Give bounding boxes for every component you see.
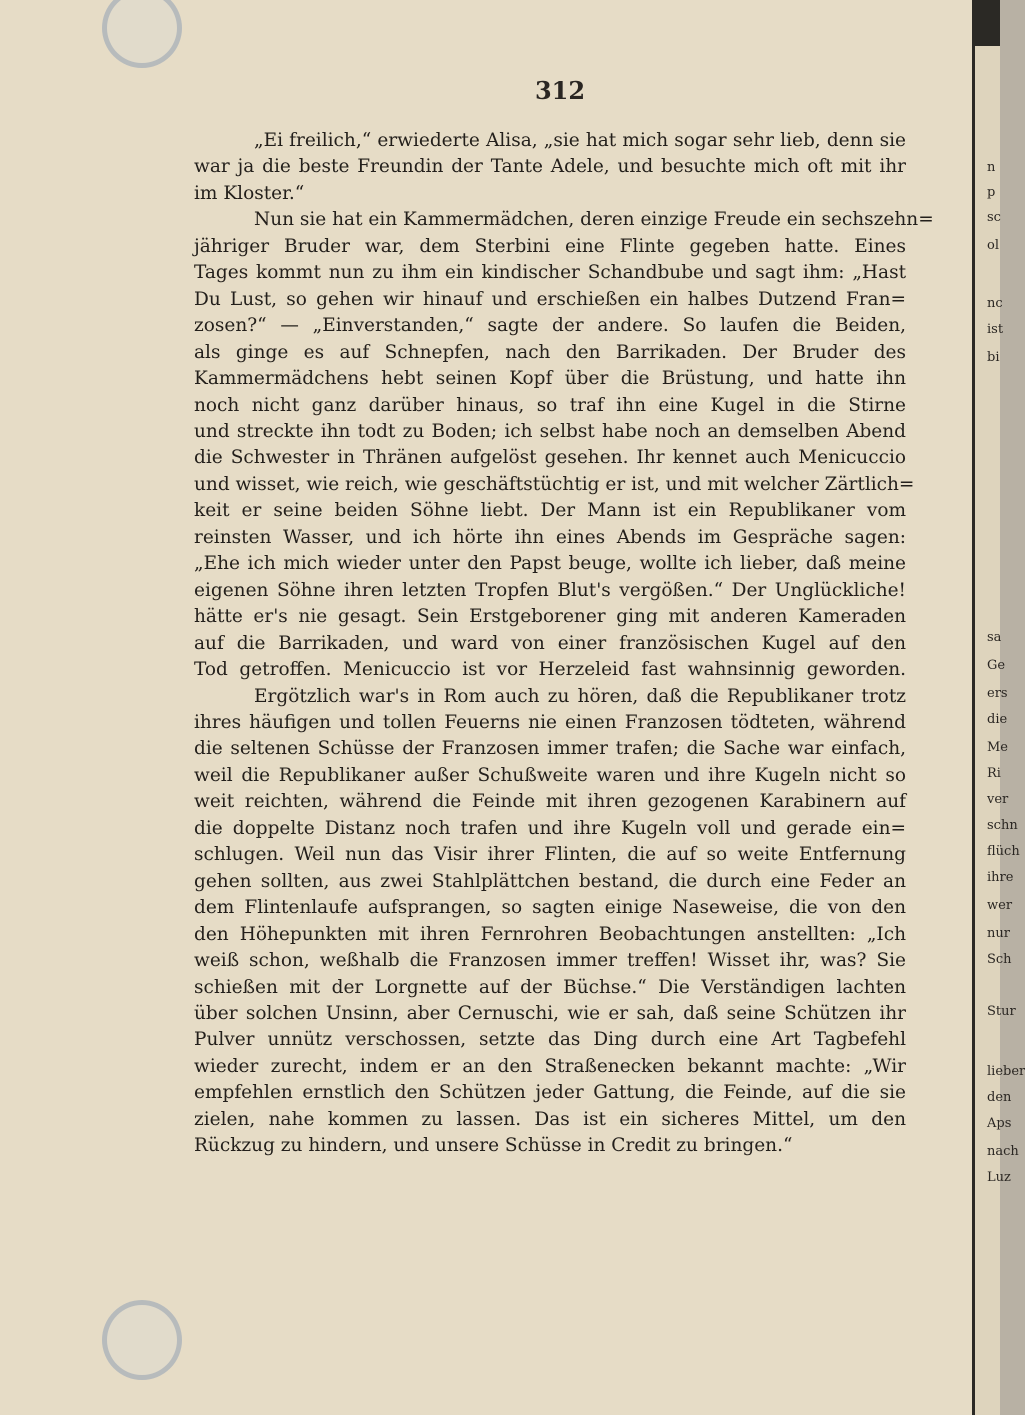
facing-page-fragment: ver	[987, 792, 1009, 807]
text-line: die doppelte Distanz noch trafen und ihre Kugeln voll und gerade ein=	[194, 817, 906, 839]
facing-page-fragment: ers	[987, 686, 1008, 701]
text-line: auf die Barrikaden, und ward von einer französischen Kugel auf den	[194, 632, 906, 654]
text-line: zosen?“ — „Einverstanden,“ sagte der andere. So laufen die Beiden,	[194, 315, 906, 337]
text-line: als ginge es auf Schnepfen, nach den Barrikaden. Der Bruder des	[194, 341, 906, 363]
facing-page-fragment: Aps	[987, 1116, 1012, 1131]
text-line: hätte er's nie gesagt. Sein Erstgeborener ging mit anderen Kameraden	[194, 606, 906, 628]
text-line: war ja die beste Freundin der Tante Adele, und besuchte mich oft mit ihr	[194, 156, 906, 178]
text-line: die Schwester in Thränen aufgelöst gesehen. Ihr kennet auch Menicuccio	[194, 447, 906, 469]
page-number: 312	[534, 76, 586, 105]
text-line: den Höhepunkten mit ihren Fernrohren Beobachtungen anstellten: „Ich	[194, 923, 906, 945]
text-line: schlugen. Weil nun das Visir ihrer Flinten, die auf so weite Entfernung	[194, 844, 906, 866]
text-line: im Kloster.“	[194, 182, 305, 204]
text-line: wieder zurecht, indem er an den Straßenecken bekannt machte: „Wir	[194, 1055, 906, 1077]
facing-page-fragment: Stur	[987, 1004, 1016, 1019]
text-line: über solchen Unsinn, aber Cernuschi, wie er sah, daß seine Schützen ihr	[194, 1002, 906, 1024]
text-line: Pulver unnütz verschossen, setzte das Ding durch eine Art Tagbefehl	[194, 1029, 906, 1051]
text-line: „Ei freilich,“ erwiederte Alisa, „sie hat mich sogar sehr lieb, denn sie	[254, 130, 906, 151]
facing-page-fragment: Ge	[987, 658, 1006, 673]
text-line: Du Lust, so gehen wir hinauf und erschießen ein halbes Dutzend Fran=	[194, 288, 906, 310]
facing-page-fragment: ol	[987, 238, 999, 253]
text-line: keit er seine beiden Söhne liebt. Der Mann ist ein Republikaner vom	[194, 500, 906, 522]
text-line: reinsten Wasser, und ich hörte ihn eines Abends im Gespräche sagen:	[194, 526, 906, 548]
text-line: gehen sollten, aus zwei Stahlplättchen bestand, die durch eine Feder an	[194, 870, 906, 892]
text-line: Tod getroffen. Menicuccio ist vor Herzeleid fast wahnsinnig geworden.	[194, 659, 906, 681]
text-line: Rückzug zu hindern, und unsere Schüsse in Credit zu bringen.“	[194, 1135, 793, 1157]
facing-page-fragment: Ri	[987, 766, 1001, 781]
binder-clip-top	[102, 0, 182, 68]
text-line: „Ehe ich mich wieder unter den Papst beuge, wollte ich lieber, daß meine	[194, 553, 906, 575]
facing-page-fragment: nc	[987, 296, 1003, 311]
facing-page-fragment: n	[987, 160, 996, 175]
text-line: weiß schon, weßhalb die Franzosen immer treffen! Wisset ihr, was? Sie	[194, 950, 906, 972]
facing-page-fragment: wer	[987, 898, 1013, 913]
facing-page-fragment: Me	[987, 740, 1009, 755]
facing-page-fragment: flüch	[987, 844, 1020, 859]
body-text	[194, 128, 934, 1160]
facing-page-fragment: ihre	[987, 870, 1014, 885]
text-line: weit reichten, während die Feinde mit ihren gezogenen Karabinern auf	[194, 791, 906, 813]
facing-page-fragment: bi	[987, 350, 1000, 365]
text-line: jähriger Bruder war, dem Sterbini eine Flinte gegeben hatte. Eines	[194, 235, 906, 257]
text-line: zielen, nahe kommen zu lassen. Das ist ein sicheres Mittel, um den	[194, 1108, 906, 1130]
facing-page-fragment: sc	[987, 210, 1001, 225]
binding-tab	[975, 0, 1000, 46]
text-line: Kammermädchens hebt seinen Kopf über die Brüstung, und hatte ihn	[194, 368, 906, 390]
binder-clip-bottom	[102, 1300, 182, 1380]
facing-page-fragment: Luz	[987, 1170, 1011, 1185]
text-line: Ergötzlich war's in Rom auch zu hören, daß die Republikaner trotz	[254, 685, 906, 707]
facing-page-fragment: ist	[987, 322, 1004, 337]
text-line: noch nicht ganz darüber hinaus, so traf ihn eine Kugel in die Stirne	[194, 394, 906, 416]
text-line: und wisset, wie reich, wie geschäftstüchtig er ist, und mit welcher Zärtlich=	[194, 473, 915, 495]
text-line: schießen mit der Lorgnette auf der Büchse.“ Die Verständigen lachten	[194, 976, 906, 998]
text-line: eigenen Söhne ihren letzten Tropfen Blut's vergößen.“ Der Unglückliche!	[194, 579, 906, 601]
text-line: weil die Republikaner außer Schußweite waren und ihre Kugeln nicht so	[194, 764, 906, 786]
text-line: empfehlen ernstlich den Schützen jeder Gattung, die Feinde, auf die sie	[194, 1082, 906, 1104]
facing-page-edge	[972, 0, 1025, 1415]
facing-page-fragment: lieber	[987, 1064, 1025, 1079]
text-line: dem Flintenlaufe aufsprangen, so sagten einige Naseweise, die von den	[194, 897, 906, 919]
facing-page-fragment: p	[987, 185, 996, 200]
text-line: Nun sie hat ein Kammermädchen, deren einzige Freude ein sechszehn=	[254, 209, 934, 231]
text-line: Tages kommt nun zu ihm ein kindischer Schandbube und sagt ihm: „Hast	[194, 262, 906, 284]
facing-page-fragment: die	[987, 712, 1008, 727]
facing-page-fragment: nur	[987, 926, 1010, 941]
text-line: ihres häufigen und tollen Feuerns nie einen Franzosen tödteten, während	[194, 711, 906, 733]
facing-page-fragment: den	[987, 1090, 1012, 1105]
facing-page-fragment: schn	[987, 818, 1018, 833]
text-line: und streckte ihn todt zu Boden; ich selbst habe noch an demselben Abend	[194, 420, 906, 442]
facing-page-fragment: Sch	[987, 952, 1012, 967]
text-line: die seltenen Schüsse der Franzosen immer trafen; die Sache war einfach,	[194, 738, 906, 760]
facing-page-fragment: nach	[987, 1144, 1019, 1159]
facing-page-fragment: sa	[987, 630, 1002, 645]
